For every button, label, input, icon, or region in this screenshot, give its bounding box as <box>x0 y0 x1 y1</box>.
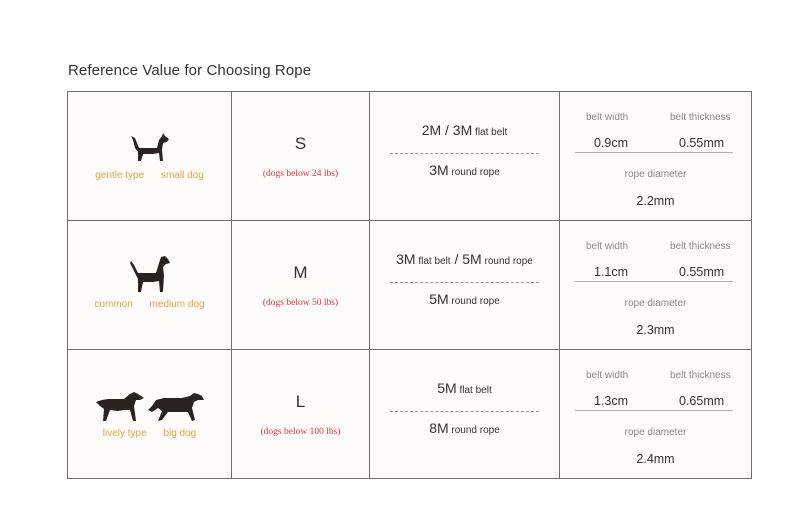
round-rope-length: 5M round rope <box>429 291 500 307</box>
dog-cell <box>68 350 232 479</box>
belt-thickness-label: belt thickness <box>670 241 731 252</box>
belt-width-label: belt width <box>586 241 629 252</box>
flat-belt-length: 5M flat belt <box>437 380 492 396</box>
dog-size-label: medium dog <box>149 299 205 310</box>
belt-width-label: belt width <box>586 112 629 123</box>
flat-belt-length: 2M / 3M flat belt <box>421 122 508 138</box>
rope-diameter-value: 2.3mm <box>636 323 675 337</box>
big-dog-icon <box>94 390 206 422</box>
size-cell <box>232 221 370 350</box>
belt-thickness-label: belt thickness <box>670 112 731 123</box>
temperament-label: gentle type <box>95 170 145 181</box>
small-dog-icon <box>129 130 171 162</box>
belt-thickness-value: 0.65mm <box>679 394 725 408</box>
rope-diameter-label: rope diameter <box>624 169 687 180</box>
page-title: Reference Value for Choosing Rope <box>68 62 312 79</box>
dog-size-label: big dog <box>163 428 197 439</box>
dashed-divider <box>390 282 539 283</box>
rope-diameter-label: rope diameter <box>624 427 687 438</box>
spec-cell <box>560 350 752 479</box>
belt-width-label: belt width <box>586 370 629 381</box>
table-row <box>68 350 752 479</box>
table-row <box>68 221 752 350</box>
round-rope-length: 8M round rope <box>429 420 500 436</box>
belt-width-value: 0.9cm <box>594 136 629 150</box>
rope-diameter-value: 2.2mm <box>636 194 675 208</box>
size-cell <box>232 350 370 479</box>
dog-cell <box>68 92 232 221</box>
spec-cell <box>560 221 752 350</box>
length-cell <box>370 92 560 221</box>
belt-width-value: 1.1cm <box>594 265 629 279</box>
flat-belt-length: 3M flat belt / 5M round rope <box>396 251 533 267</box>
belt-thickness-label: belt thickness <box>670 370 731 381</box>
size-letter: L <box>295 392 306 411</box>
rope-diameter-value: 2.4mm <box>636 452 675 466</box>
spec-divider <box>575 410 733 411</box>
size-note: (dogs below 24 lbs) <box>262 169 339 179</box>
belt-thickness-value: 0.55mm <box>679 136 725 150</box>
round-rope-length: 3M round rope <box>429 162 500 178</box>
rope-diameter-label: rope diameter <box>624 298 687 309</box>
length-cell <box>370 350 560 479</box>
size-cell <box>232 92 370 221</box>
length-cell <box>370 221 560 350</box>
size-note: (dogs below 50 lbs) <box>262 298 339 308</box>
dog-cell <box>68 221 232 350</box>
size-letter: S <box>294 134 307 153</box>
spec-divider <box>575 152 733 153</box>
belt-thickness-value: 0.55mm <box>679 265 725 279</box>
temperament-label: lively type <box>102 428 147 439</box>
rope-reference-table <box>67 91 752 479</box>
dashed-divider <box>390 411 539 412</box>
dashed-divider <box>390 153 539 154</box>
dog-size-label: small dog <box>160 170 204 181</box>
spec-cell <box>560 92 752 221</box>
spec-divider <box>575 281 733 282</box>
size-letter: M <box>293 263 308 282</box>
size-note: (dogs below 100 lbs) <box>260 427 341 437</box>
medium-dog-icon <box>128 253 172 293</box>
belt-width-value: 1.3cm <box>594 394 629 408</box>
temperament-label: common <box>94 299 133 310</box>
table-row <box>68 92 752 221</box>
